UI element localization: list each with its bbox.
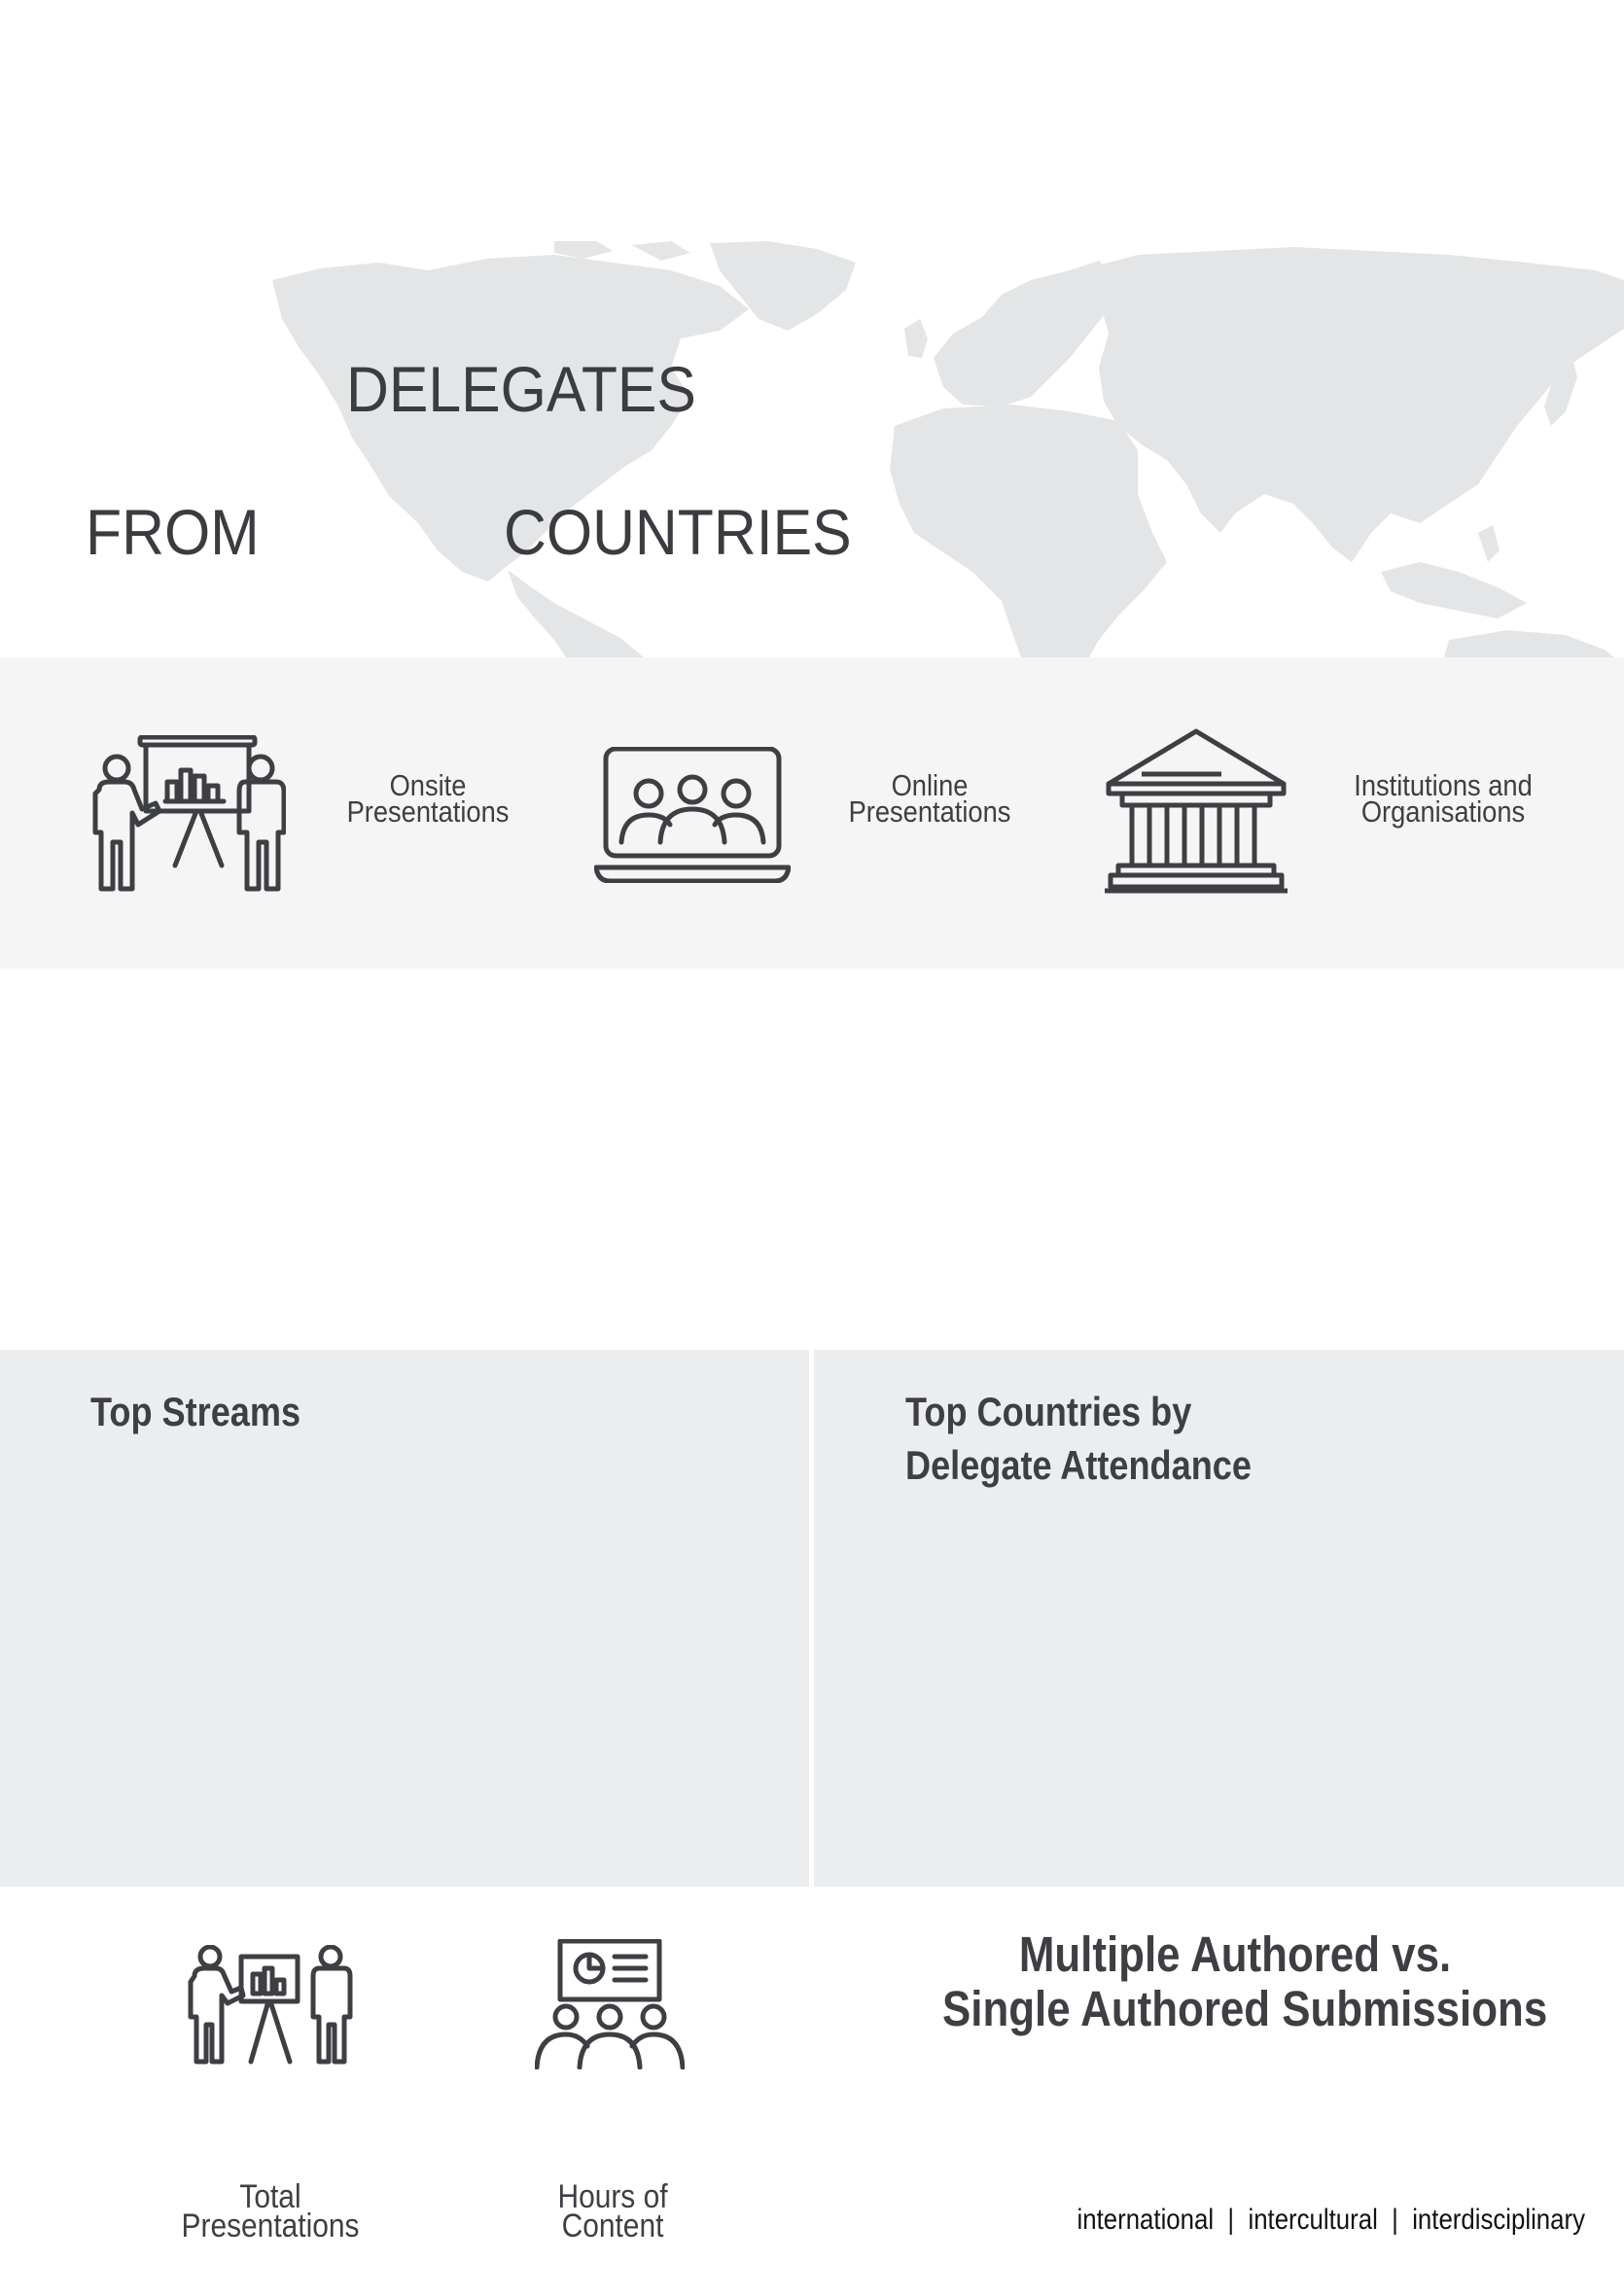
stat-label-line: Onsite: [389, 768, 467, 802]
hero-section: [0, 0, 1624, 657]
bottom-label-line: Hours of: [557, 2178, 668, 2215]
tagline: international | intercultural | interdisciplinary: [1077, 2204, 1585, 2236]
bottom-label-line: Content: [561, 2208, 664, 2244]
authored-submissions-title: [942, 1926, 1548, 2036]
institutions-label: [1340, 768, 1545, 829]
bottom-label-line: Total: [239, 2178, 301, 2215]
top-countries-title: [905, 1385, 1252, 1492]
stat-label-line: Presentations: [346, 795, 510, 829]
presenter-icon: [91, 735, 286, 893]
stat-label-line: Online: [891, 768, 969, 802]
online-presentations-label: [827, 768, 1032, 829]
delegates-heading: DELEGATES: [346, 353, 696, 425]
presenter-board-icon: [183, 1945, 356, 2066]
hours-of-content-label: [510, 2178, 715, 2244]
top-countries-panel: [814, 1350, 1624, 1887]
stat-label-line: Presentations: [848, 795, 1011, 829]
total-presentations-label: [167, 2178, 372, 2244]
panel-title-line: Top Countries by: [905, 1389, 1192, 1434]
countries-heading: COUNTRIES: [504, 496, 852, 568]
onsite-presentations-label: [325, 768, 530, 829]
stats-band: [0, 657, 1624, 969]
stat-label-line: Organisations: [1360, 795, 1526, 829]
bottom-label-line: Presentations: [181, 2208, 360, 2244]
authored-title-line: Single Authored Submissions: [942, 1981, 1548, 2036]
stat-label-line: Institutions and: [1354, 768, 1533, 802]
content-screen-icon: [535, 1939, 685, 2069]
panel-title-line: Delegate Attendance: [905, 1442, 1252, 1488]
online-meeting-icon: [594, 747, 791, 883]
top-streams-title: Top Streams: [90, 1389, 301, 1434]
authored-title-line: Multiple Authored vs.: [1018, 1926, 1452, 1982]
from-heading: FROM: [86, 496, 260, 568]
world-map-graphic: [263, 241, 1624, 657]
top-streams-panel: [0, 1350, 809, 1887]
institution-icon: [1105, 727, 1288, 895]
